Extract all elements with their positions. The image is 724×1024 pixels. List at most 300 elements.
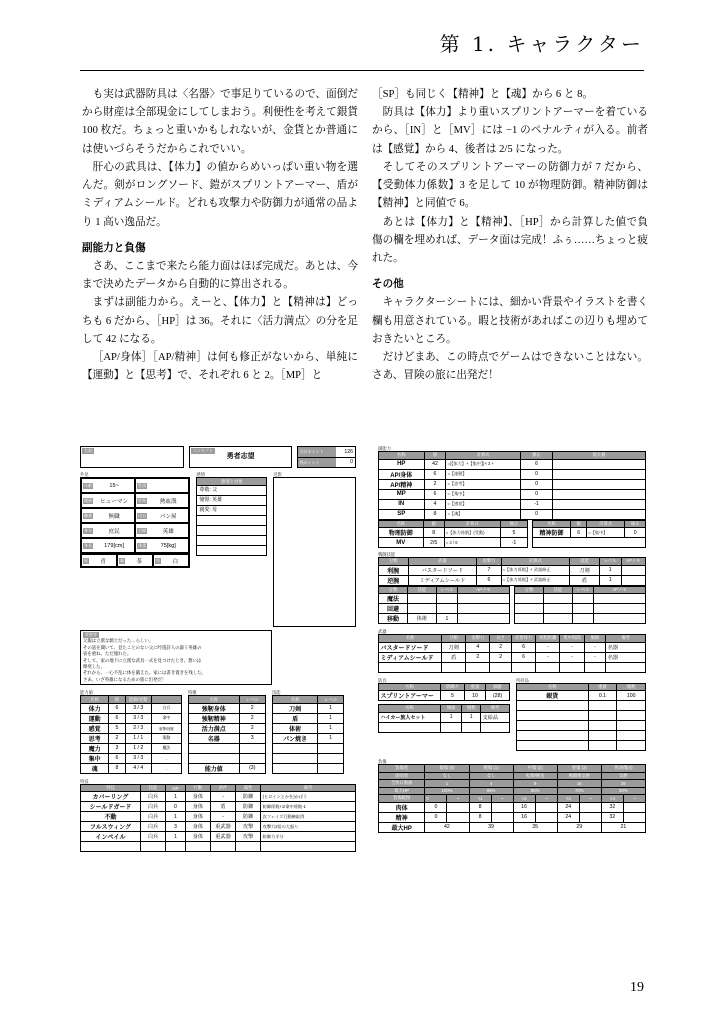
defense-modifier: 5 [500,528,527,538]
injury-checkbox[interactable] [535,812,557,822]
sub-abilities-block [378,446,646,548]
table-row[interactable] [379,722,510,732]
movement-value: 2/5 [423,538,444,548]
possession-weight [588,711,617,721]
col-modifier: 修正 [625,520,646,528]
weapon-name: バスタードソード [379,642,442,652]
skill-name: 体術 [273,723,318,733]
special-attribute [236,842,261,852]
table-row [189,763,266,773]
weapon-class: 盾 [441,652,465,662]
table-row[interactable] [379,712,510,722]
weapon-focus-time: - [560,642,584,652]
col-count: 個数 [462,705,481,713]
table-row[interactable] [81,743,182,753]
special-skill: 白兵 [140,792,165,802]
ability-value: 6 [109,713,126,723]
table-row[interactable] [379,499,646,509]
combat-sub-class: 移動 [379,614,408,624]
table-row[interactable] [189,713,266,723]
table-row[interactable] [517,701,646,711]
skill-level: 1 [318,713,344,723]
abilities-table [80,695,182,774]
weapon-length: 2 [490,642,512,652]
profile-cell-job[interactable] [81,508,135,523]
table-row[interactable] [517,691,646,701]
col-value: 値 [571,520,587,528]
injury-range-label: 負傷範囲 [379,795,425,803]
ability-note: 射撃/回避 [151,723,181,733]
memo-line: 爆発した。 [83,664,105,670]
sub-ability-formula: =【集中】 [446,489,520,499]
col-name: 名称 [81,696,109,704]
weapon-range: - [536,642,560,652]
table-row[interactable] [81,802,356,812]
injury-checkbox[interactable] [535,802,557,812]
sub-ability-value: 4 [424,499,446,509]
profile-label: 外見 [80,472,89,477]
table-row[interactable] [533,528,646,538]
profile-value: パン屋 [159,513,177,520]
skill-level: 1 [318,723,344,733]
weapon-req-str: 6 [512,652,536,662]
background-memo[interactable] [80,630,272,685]
ability-note: 魔法 [151,743,181,753]
table-row[interactable] [517,741,646,751]
combat-sub-class: 魔法 [379,594,408,604]
combat-sub-apmemo [594,604,646,614]
sub-ability-name: HP [379,459,425,469]
col-level: レベル [239,696,266,704]
skills-block [272,690,344,774]
emotion-header: 感情と対象 [197,478,266,485]
weapons-block [378,629,646,673]
name-field[interactable] [80,446,184,468]
col-name: 名称 [273,696,318,704]
spacer [625,538,646,548]
feature-total-value: (3) [239,763,266,773]
col-note [151,696,181,704]
table-row[interactable] [379,509,646,519]
sub-ability-modifier: 0 [520,469,552,479]
remaining-points-value: 0 [350,459,353,466]
special-attribute: 防御 [236,802,261,812]
spacer [571,538,587,548]
injury-range-mark: ×3 [557,795,579,803]
injury-row-name: 精神 [379,812,425,822]
profile-cell-eyes[interactable] [117,554,153,567]
table-row[interactable] [273,723,344,733]
profile-cell-weight[interactable] [135,538,189,553]
col-skill: 技能 [140,784,165,792]
table-header-row [379,705,510,713]
profile-value: 75[kg] [160,542,176,549]
armor-label: 防具 [378,677,387,683]
feature-name [189,753,240,763]
col-weight: 重量 [588,683,617,691]
col-coeff: 能動/受動 [125,696,151,704]
col-apmemo: APメモ [458,586,510,594]
injury-checkbox[interactable] [447,812,469,822]
ability-coeff: 3 / 3 [125,703,151,713]
feature-name: 強靭身体 [189,703,240,713]
profile-cell-origin[interactable] [135,508,189,523]
profile-cell-age[interactable] [81,478,135,493]
feature-level [239,753,266,763]
table-row[interactable] [379,642,646,652]
possession-count [617,731,646,741]
injury-maxhp-value: 42 [425,822,469,832]
paragraph: そしてそのスプリントアーマーの防御力が 7 だから、【受動体力係数】3 を足して 10 が物理防御。精神防御は【精神】と同値で 6。 [372,161,648,210]
profile-emotion-row [80,472,356,627]
special-attribute: 防御 [236,812,261,822]
injury-checkbox[interactable] [579,812,601,822]
emotion-row[interactable]: 親愛: 母 [197,505,266,515]
emotion-row[interactable] [197,545,266,555]
armor-table [378,683,510,702]
header-rule [80,70,644,71]
special-action: 身体 [185,792,210,802]
emotion-row[interactable] [197,515,266,525]
table-row[interactable] [379,489,646,499]
table-row[interactable] [81,713,182,723]
profile-cell-goal[interactable] [135,523,189,538]
profile-block [80,472,190,568]
combat-sub-level: 1 [436,614,457,624]
weapon-attack: 2 [466,652,490,662]
ability-coeff: 1 / 1 [125,733,151,743]
table-row[interactable] [189,743,266,753]
character-sheet [80,446,646,946]
profile-cell-race[interactable] [81,493,135,508]
remaining-points-row [298,458,355,468]
possession-count [617,721,646,731]
table-row[interactable] [379,604,510,614]
table-row[interactable] [379,812,646,822]
sub-ability-value: 6 [424,489,446,499]
mental-defense-value: 6 [571,528,587,538]
emotion-row[interactable] [197,535,266,545]
profile-tag: 身長 [84,542,92,548]
injury-checkbox[interactable] [447,802,469,812]
sub-ability-value: 42 [424,459,446,469]
profile-cell-status[interactable] [81,523,135,538]
table-header-row [379,635,646,643]
skills-table [272,695,344,774]
weapon-range: - [536,652,560,662]
weapon-range [536,662,560,672]
specials-block [80,779,356,853]
table-row[interactable] [189,703,266,713]
ability-value: 8 [109,763,126,773]
injury-range-mark: ×4 [601,795,623,803]
injury-threshold: 24 [557,812,579,822]
possession-name [517,701,589,711]
combat-sub-level [572,594,593,604]
weapon-value [584,662,606,672]
col-class: 分類 [441,635,465,643]
profile-tag: 髪 [84,557,88,563]
page-number: 19 [630,980,644,995]
weapon-name [379,662,442,672]
skill-name: 盾 [273,713,318,723]
injury-checkbox[interactable] [491,812,513,822]
concept-field[interactable] [189,446,293,468]
sub-ability-current[interactable] [553,479,646,489]
mental-defense-modifier: 0 [625,528,646,538]
illustration-area[interactable] [273,477,356,627]
skill-name [273,753,318,763]
injury-degree-label: 負傷度 [379,765,425,773]
special-skill [140,842,165,852]
armor-possessions-row [378,678,646,752]
ability-note: - [151,763,181,773]
injury-checkbox[interactable] [623,802,645,812]
table-header-row [533,520,646,528]
name-label: 名前 [84,448,92,453]
injury-threshold: 16 [513,802,535,812]
ability-coeff: 4 / 4 [125,763,151,773]
possession-weight [588,741,617,751]
combat-sub-apmemo [458,614,510,624]
special-name: フルスウィング [81,822,141,832]
col-formula: 計算式 [501,558,570,566]
feature-total-label: 能力値 [189,763,240,773]
special-condition: 重武器 [210,832,235,842]
table-row[interactable] [273,753,344,763]
combat-sub-skill [543,594,572,604]
combat-sub-skill [407,594,436,604]
feature-name: 名器 [189,733,240,743]
ability-name: 運動 [81,713,109,723]
combat-apmemo [621,575,645,585]
table-row[interactable] [517,731,646,741]
movement-formula: = 3 / 6 [444,538,500,548]
weapon-class [441,662,465,672]
feature-name: 強靭精神 [189,713,240,723]
table-row[interactable] [189,753,266,763]
skill-name [273,763,318,773]
weapon-length [490,662,512,672]
table-row[interactable] [379,469,646,479]
table-row[interactable] [379,538,528,548]
injury-checkbox[interactable] [579,802,601,812]
table-row[interactable] [81,822,356,832]
emotion-row[interactable] [197,525,266,535]
combat-sub-apmemo [458,594,510,604]
sub-ability-name: MP [379,489,425,499]
features-label: 特徴 [188,690,197,696]
injury-checkbox[interactable] [491,802,513,812]
table-row[interactable] [379,802,646,812]
possession-weight [588,731,617,741]
table-row[interactable] [81,763,182,773]
table-row[interactable] [379,565,646,575]
emotion-row[interactable]: 尊敬: 父 [197,485,266,495]
injury-row-name: 肉体 [379,802,425,812]
table-row[interactable] [81,703,182,713]
injury-threshold: 32 [601,812,623,822]
table-row[interactable] [515,604,646,614]
table-row[interactable] [517,721,646,731]
combat-attack: 7 [477,565,501,575]
profile-appearance-grid [80,554,190,568]
table-row [379,822,646,832]
table-row[interactable] [273,743,344,753]
table-row[interactable] [273,703,344,713]
profile-cell-hair[interactable] [81,554,117,567]
injury-maxhp-pct: 85% [513,787,557,795]
col-name: 名称 [189,696,240,704]
injury-recovery: 4 [469,780,513,788]
injury-range-mark: ×1 [469,795,491,803]
col-formula: 計算式 [587,520,625,528]
profile-cell-skin[interactable] [153,554,189,567]
table-header-row [517,683,646,691]
table-header-row [379,683,510,691]
feature-level: 2 [239,703,266,713]
special-note [261,842,356,852]
sub-ability-current[interactable] [553,469,646,479]
col-level: レベル [318,696,344,704]
combat-sub-skill: 体術 [407,614,436,624]
ability-coeff: 1 / 2 [125,743,151,753]
special-skill: 白兵 [140,802,165,812]
col-skill: 技能 [543,586,572,594]
col-weapon: 武器 [408,558,477,566]
table-header-row [81,696,182,704]
col-class: 分類 [379,586,408,594]
injury-degree: 微傷 (0) [425,765,469,773]
feature-level: 2 [239,713,266,723]
table-row[interactable] [81,832,356,842]
sub-ability-current[interactable] [553,459,646,469]
table-row[interactable] [81,723,182,733]
table-row[interactable] [379,594,510,604]
ability-name: 感覚 [81,723,109,733]
memo-line: 姿を重ね、ただ憧れた。 [83,651,132,657]
special-condition: - [210,792,235,802]
injury-maxhp-pct-label: 最大HP [379,787,425,795]
table-row[interactable] [379,652,646,662]
armor-value: (28) [486,691,510,701]
profile-cell-sex[interactable] [135,478,189,493]
profile-cell-personality[interactable] [135,493,189,508]
defense-value: 8 [423,528,444,538]
table-row[interactable] [379,528,528,538]
sub-ability-current[interactable] [553,489,646,499]
injury-range-mark: ~ [491,795,513,803]
possession-count [617,701,646,711]
table-row[interactable] [379,575,646,585]
injury-maxhp-row-name: 最大HP [379,822,425,832]
armor-name: スプリントアーマー [379,691,441,701]
injury-checkbox[interactable] [623,812,645,822]
weapons-label: 武器 [378,629,387,634]
paragraph: 防具は【体力】より重いスプリントアーマーを着ているから、［IN］と［MV］には −1 のペナルティが入る。前者は【感覚】から 4、後者は 2/5 になった。 [372,107,648,155]
table-row[interactable] [189,723,266,733]
possession-name [517,731,589,741]
feature-level: 2 [239,723,266,733]
special-name: インペイル [81,832,141,842]
table-row[interactable] [379,614,510,624]
defense-name: 物理防御 [379,528,424,538]
ability-note: 白兵 [151,703,181,713]
combat-class: 利腕 [379,565,409,575]
table-row[interactable] [379,691,510,701]
profile-value: 白 [172,558,179,565]
movement-modifier: -1 [500,538,527,548]
table-row[interactable] [515,614,646,624]
table-row[interactable] [273,713,344,723]
table-row[interactable] [379,479,646,489]
table-row[interactable] [81,753,182,763]
weapon-name: ミディアムシールド [379,652,442,662]
sub-ability-value: 8 [424,509,446,519]
equipment-count [462,722,481,732]
injury-recovery: 1 [425,780,469,788]
table-row[interactable] [273,733,344,743]
equipment-note [481,722,510,732]
table-row[interactable] [81,733,182,743]
table-row[interactable] [515,594,646,604]
table-row[interactable] [189,733,266,743]
profile-cell-height[interactable] [81,538,135,553]
paragraph: だけどまあ、この時点でゲームはできないことはない。さあ、冒険の旅に出発だ！ [372,352,648,382]
emotion-row[interactable]: 憧憬: 英雄 [197,495,266,505]
table-row[interactable] [81,842,356,852]
weapon-focus-time [560,662,584,672]
specials-table [80,784,356,853]
special-mp: 1 [166,832,186,842]
sub-ability-current[interactable] [553,509,646,519]
injury-maxhp-value: 21 [601,822,645,832]
col-value: 価値 [486,683,510,691]
spacer [533,538,571,548]
combat-sub-apmemo [594,614,646,624]
table-row[interactable] [273,763,344,773]
possession-count: 100 [617,691,646,701]
weapon-note: 名器 [606,642,646,652]
sub-ability-modifier: 0 [520,489,552,499]
ability-coeff: 2 / 3 [125,723,151,733]
table-header-row [515,586,646,594]
table-row[interactable] [517,711,646,721]
table-row[interactable] [81,792,356,802]
ability-value: 6 [109,753,126,763]
defense-row [378,520,646,549]
injury-threshold: 16 [513,812,535,822]
table-row[interactable] [379,459,646,469]
table-row[interactable] [379,662,646,672]
illustration-block [273,472,356,627]
armor-block [378,678,510,733]
sub-abilities-table [378,451,646,520]
skill-level [318,763,344,773]
injury-recovery: 9 [513,780,557,788]
special-condition: - [210,812,235,822]
equipment-name: ハイカー旅人セット [379,712,441,722]
table-row[interactable] [81,812,356,822]
combat-block [378,552,646,624]
ability-value: 3 [109,743,126,753]
special-note: 攻撃力2倍の大振り [261,822,356,832]
col-name: 名称 [533,520,571,528]
sub-ability-current[interactable] [553,499,646,509]
equipment-table [378,704,510,733]
special-attribute: 攻撃 [236,822,261,832]
total-points-label: 合計ポイント [298,447,336,457]
